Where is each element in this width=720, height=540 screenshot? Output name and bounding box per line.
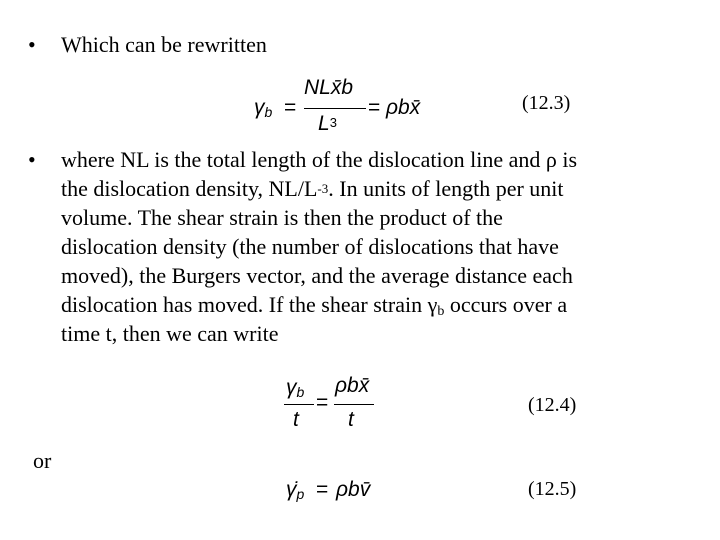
para-line-1: where NL is the total length of the dislocation line and ρ is — [61, 147, 578, 172]
eq5-lhs: $\gammȧ_p$ — [286, 478, 305, 502]
eq5-equals: = — [316, 478, 329, 501]
eq4-lhs-numerator: $\gamma_b$ — [286, 376, 305, 400]
eq4-rhs-fraction-bar — [334, 404, 374, 405]
eq4-equals: = — [316, 391, 329, 414]
para-line-2: the dislocation density, $NL/L^{-3}$. In units of length per unit — [61, 176, 564, 201]
equation-12-4 — [284, 374, 384, 436]
eq3-lhs: $\gamma_b$ — [254, 96, 273, 120]
bullet-marker: • — [28, 32, 36, 57]
eq3-rhs: ρbx̄ — [386, 96, 421, 119]
eq3-fraction-bar — [304, 108, 366, 109]
equation-number-12-5: (12.5) — [528, 478, 577, 500]
intro-text: Which can be rewritten — [61, 32, 267, 57]
bullet-marker: • — [28, 147, 36, 172]
eq4-lhs-fraction-bar — [284, 404, 314, 405]
para-line-4: dislocation density (the number of dislocations that have — [61, 234, 559, 259]
para-line-7: time t, then we can write — [61, 321, 279, 346]
equation-number-12-3: (12.3) — [522, 92, 571, 114]
para-line-6: dislocation has moved. If the shear strain $\gamma_b$ occurs over a — [61, 292, 568, 319]
eq5-rhs: ρbv̄ — [336, 478, 371, 501]
eq3-equals-2: = — [368, 96, 381, 119]
or-text: or — [33, 448, 52, 473]
equation-12-3 — [254, 76, 434, 138]
eq4-rhs-denominator: t — [348, 408, 354, 431]
eq3-numerator: NLx̄b — [304, 76, 354, 99]
equation-number-12-4: (12.4) — [528, 394, 577, 416]
para-line-5: moved), the Burgers vector, and the average distance each — [61, 263, 573, 288]
bullet-main-paragraph — [28, 145, 708, 365]
equation-12-5 — [286, 478, 396, 508]
eq3-denominator: $L^3$ — [318, 112, 337, 135]
eq4-rhs-numerator: ρbx̄ — [335, 374, 370, 397]
eq3-equals-1: = — [284, 96, 297, 119]
eq4-lhs-denominator: t — [293, 408, 299, 431]
para-line-3: volume. The shear strain is then the product of the — [61, 205, 503, 230]
